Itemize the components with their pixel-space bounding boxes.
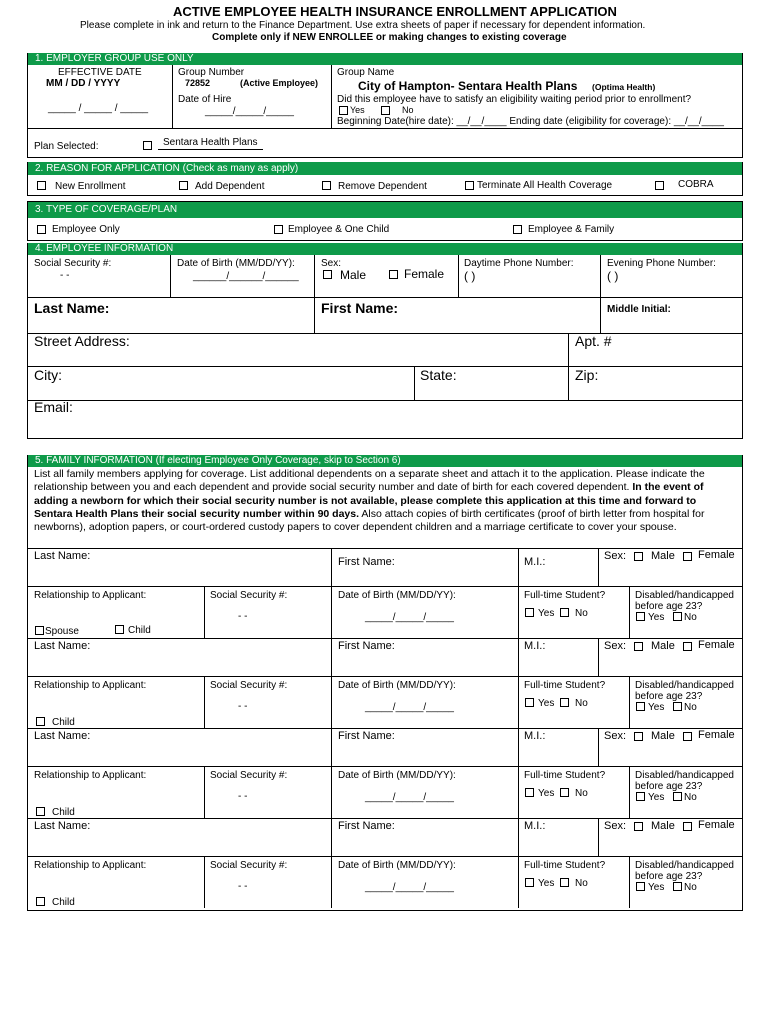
group-number-value: 72852	[185, 78, 211, 88]
dep-4-relationship-label: Relationship to Applicant:	[34, 860, 147, 871]
group-number-label: Group Number	[178, 67, 245, 78]
dep-4-child-checkbox[interactable]	[36, 897, 45, 906]
date-of-hire-field[interactable]: _____/_____/_____	[205, 106, 294, 117]
dep-3-dob-label: Date of Birth (MM/DD/YY):	[338, 770, 456, 781]
emp-dob-field[interactable]: ______/______/______	[193, 271, 299, 282]
section-4-frame	[27, 243, 743, 439]
dep-1-divider-4	[629, 586, 630, 638]
dep-4-mi-label[interactable]: M.I.:	[524, 820, 546, 832]
dep-1-disabled-yes-checkbox[interactable]	[636, 612, 645, 621]
dep-2-divider-4	[629, 676, 630, 728]
dep-4-divider-5	[204, 856, 205, 908]
dep-3-disabled-yes-checkbox[interactable]	[636, 792, 645, 801]
dep-4-topline	[27, 818, 743, 819]
dep-3-disabled-no-checkbox[interactable]	[673, 792, 682, 801]
dep-3-student-no-checkbox[interactable]	[560, 788, 569, 797]
dep-2-first-name-label[interactable]: First Name:	[338, 640, 395, 652]
dep-2-female-label: Female	[698, 639, 735, 651]
dep-2-disabled-yes-checkbox[interactable]	[636, 702, 645, 711]
dep-1-student-label: Full-time Student?	[524, 590, 606, 601]
section-3-header: 3. TYPE OF COVERAGE/PLAN	[28, 202, 742, 218]
dep-4-student-yes-checkbox[interactable]	[525, 878, 534, 887]
s4-hline-4	[27, 400, 743, 401]
emp-dob-label: Date of Birth (MM/DD/YY):	[177, 258, 295, 269]
plan-sentara-checkbox[interactable]	[143, 141, 152, 150]
dep-3-student-label: Full-time Student?	[524, 770, 606, 781]
dep-4-sex-label: Sex:	[604, 820, 627, 832]
section-1-header: 1. EMPLOYER GROUP USE ONLY	[28, 53, 742, 65]
dep-1-divider-3	[598, 548, 599, 586]
dep-1-male-checkbox[interactable]	[634, 552, 643, 561]
dep-2-divider-2	[518, 638, 519, 728]
dep-2-student-no-label: No	[575, 698, 588, 709]
dep-2-male-checkbox[interactable]	[634, 642, 643, 651]
dep-3-sex-label: Sex:	[604, 730, 627, 742]
dep-1-child-checkbox[interactable]	[115, 625, 124, 634]
terminate-coverage-checkbox[interactable]	[465, 181, 474, 190]
dep-3-dob-field[interactable]: _____/_____/_____	[365, 792, 454, 803]
waiting-period-question: Did this employee have to satisfy an eligibility waiting period prior to enrollment?	[337, 94, 692, 105]
dep-2-divider-1	[331, 638, 332, 728]
dep-2-disabled-label-2: before age 23?	[635, 691, 703, 702]
dep-1-ssn-label: Social Security #:	[210, 590, 288, 601]
remove-dependent-label: Remove Dependent	[338, 181, 427, 192]
dep-2-female-checkbox[interactable]	[683, 642, 692, 651]
emp-first-name-label[interactable]: First Name:	[321, 300, 399, 316]
dep-4-ssn-field[interactable]: - -	[238, 881, 248, 892]
plan-sentara-label: Sentara Health Plans	[163, 137, 258, 148]
day-phone-label: Daytime Phone Number:	[464, 258, 574, 269]
dep-1-child-label: Child	[128, 625, 151, 636]
dep-4-female-label: Female	[698, 819, 735, 831]
dep-1-relationship-label: Relationship to Applicant:	[34, 590, 147, 601]
dep-4-student-no-checkbox[interactable]	[560, 878, 569, 887]
dep-3-divider-5	[204, 766, 205, 818]
waiting-no-checkbox[interactable]	[381, 106, 390, 115]
employee-one-child-checkbox[interactable]	[274, 225, 283, 234]
s4-hline-2	[27, 333, 743, 334]
add-dependent-checkbox[interactable]	[179, 181, 188, 190]
dep-2-child-checkbox[interactable]	[36, 717, 45, 726]
instructions-text-2: Also attach copies of birth certificates (proof of birth letter from hospital for newborns), adoption papers, or court-ordered custody papers to cover dependent children and a marriage certificate to cover your spouse.	[34, 507, 705, 534]
s1-hline	[27, 128, 743, 129]
eve-phone-field[interactable]: ( )	[607, 269, 619, 283]
eve-phone-label: Evening Phone Number:	[607, 258, 716, 269]
effective-date-format: MM / DD / YYYY	[46, 78, 121, 89]
plan-selected-label: Plan Selected:	[34, 141, 99, 152]
group-name-sub: (Optima Health)	[592, 82, 656, 92]
emp-sex-label: Sex:	[321, 258, 342, 269]
s4-hline-1	[27, 297, 743, 298]
dep-3-divider-1	[331, 728, 332, 818]
dep-4-disabled-yes-checkbox[interactable]	[636, 882, 645, 891]
dep-1-midline	[27, 586, 743, 587]
cobra-label: COBRA	[678, 179, 714, 190]
dep-4-divider-3	[598, 818, 599, 856]
dep-3-ssn-label: Social Security #:	[210, 770, 288, 781]
dep-1-student-no-checkbox[interactable]	[560, 608, 569, 617]
eligibility-dates[interactable]: Beginning Date(hire date): __/__/____ Ending date (eligibility for coverage): __/__/____	[337, 116, 724, 127]
group-name-value: City of Hampton- Sentara Health Plans	[358, 79, 578, 93]
emp-female-checkbox[interactable]	[389, 270, 398, 279]
dep-2-student-no-checkbox[interactable]	[560, 698, 569, 707]
dep-3-female-label: Female	[698, 729, 735, 741]
employee-family-checkbox[interactable]	[513, 225, 522, 234]
dep-3-female-checkbox[interactable]	[683, 732, 692, 741]
s4-div-state	[414, 366, 415, 400]
dep-4-first-name-label[interactable]: First Name:	[338, 820, 395, 832]
dep-1-student-yes-label: Yes	[538, 608, 555, 619]
dep-1-first-name-label[interactable]: First Name:	[338, 556, 395, 568]
dep-1-disabled-no-label: No	[684, 612, 697, 623]
employee-one-child-label: Employee & One Child	[288, 224, 390, 235]
new-enrollment-checkbox[interactable]	[37, 181, 46, 190]
dep-4-divider-2	[518, 818, 519, 908]
s1-divider-2	[331, 65, 332, 128]
emp-last-name-label[interactable]: Last Name:	[34, 300, 110, 316]
dep-1-female-checkbox[interactable]	[683, 552, 692, 561]
dep-2-dob-field[interactable]: _____/_____/_____	[365, 702, 454, 713]
dep-2-student-yes-checkbox[interactable]	[525, 698, 534, 707]
dep-3-first-name-label[interactable]: First Name:	[338, 730, 395, 742]
effective-date-label: EFFECTIVE DATE	[58, 67, 142, 78]
dep-2-divider-3	[598, 638, 599, 676]
dep-1-spouse-checkbox[interactable]	[35, 626, 44, 635]
dep-1-disabled-no-checkbox[interactable]	[673, 612, 682, 621]
employee-only-label: Employee Only	[52, 224, 120, 235]
dep-4-disabled-no-label: No	[684, 882, 697, 893]
dep-1-sex-label: Sex:	[604, 550, 627, 562]
dep-2-disabled-yes-label: Yes	[648, 702, 665, 713]
dep-4-ssn-label: Social Security #:	[210, 860, 288, 871]
dep-4-divider-4	[629, 856, 630, 908]
dep-2-dob-label: Date of Birth (MM/DD/YY):	[338, 680, 456, 691]
dep-3-disabled-label-1: Disabled/handicapped	[635, 770, 734, 781]
remove-dependent-checkbox[interactable]	[322, 181, 331, 190]
dep-3-ssn-field[interactable]: - -	[238, 791, 248, 802]
dep-2-relationship-label: Relationship to Applicant:	[34, 680, 147, 691]
dep-1-student-yes-checkbox[interactable]	[525, 608, 534, 617]
dep-4-last-name-label[interactable]: Last Name:	[34, 820, 91, 832]
dep-1-mi-label[interactable]: M.I.:	[524, 556, 546, 568]
emp-ssn-field[interactable]: - -	[60, 270, 70, 281]
dep-2-divider-5	[204, 676, 205, 728]
dep-2-disabled-no-label: No	[684, 702, 697, 713]
emp-female-label: Female	[404, 267, 445, 281]
city-label[interactable]: City:	[34, 367, 62, 383]
dep-3-divider-4	[629, 766, 630, 818]
dep-2-midline	[27, 676, 743, 677]
dep-1-disabled-yes-label: Yes	[648, 612, 665, 623]
dep-3-mi-label[interactable]: M.I.:	[524, 730, 546, 742]
instructions-newborn-bold: In the event of adding a newborn for which their social security number is not available, please complete this application at this time and forward to Sentara Health Plans their social security number within 90 days.	[34, 481, 704, 520]
waiting-yes-label: Yes	[350, 105, 365, 115]
section-4-header: 4. EMPLOYEE INFORMATION	[28, 243, 742, 255]
add-dependent-label: Add Dependent	[195, 181, 265, 192]
dep-3-relationship-label: Relationship to Applicant:	[34, 770, 147, 781]
dep-3-male-label: Male	[651, 730, 675, 742]
dep-1-topline	[27, 548, 743, 549]
dep-3-student-yes-label: Yes	[538, 788, 555, 799]
dep-3-midline	[27, 766, 743, 767]
dep-3-last-name-label[interactable]: Last Name:	[34, 730, 91, 742]
s4-div-b	[314, 255, 315, 333]
dep-4-disabled-yes-label: Yes	[648, 882, 665, 893]
dep-4-divider-1	[331, 818, 332, 908]
emp-middle-initial-label[interactable]: Middle Initial:	[607, 304, 671, 315]
dep-3-divider-3	[598, 728, 599, 766]
dep-4-midline	[27, 856, 743, 857]
dep-4-student-no-label: No	[575, 878, 588, 889]
form-title: ACTIVE EMPLOYEE HEALTH INSURANCE ENROLLMENT APPLICATION	[173, 4, 617, 19]
form-note: Complete only if NEW ENROLLEE or making changes to existing coverage	[212, 32, 567, 43]
s4-div-a	[170, 255, 171, 297]
dep-4-female-checkbox[interactable]	[683, 822, 692, 831]
dep-3-student-no-label: No	[575, 788, 588, 799]
s4-div-c	[458, 255, 459, 297]
employee-only-checkbox[interactable]	[37, 225, 46, 234]
dep-1-last-name-label[interactable]: Last Name:	[34, 550, 91, 562]
dep-2-last-name-label[interactable]: Last Name:	[34, 640, 91, 652]
dep-2-child-label: Child	[52, 717, 75, 728]
dep-1-dob-label: Date of Birth (MM/DD/YY):	[338, 590, 456, 601]
dep-2-mi-label[interactable]: M.I.:	[524, 640, 546, 652]
s1-divider-1	[172, 65, 173, 128]
dep-1-divider-5	[204, 586, 205, 638]
dep-2-disabled-label-1: Disabled/handicapped	[635, 680, 734, 691]
dep-2-student-label: Full-time Student?	[524, 680, 606, 691]
dep-4-disabled-label-2: before age 23?	[635, 871, 703, 882]
terminate-coverage-label: Terminate All Health Coverage	[477, 180, 613, 191]
dep-2-topline	[27, 638, 743, 639]
dep-2-sex-label: Sex:	[604, 640, 627, 652]
dep-3-divider-2	[518, 728, 519, 818]
dep-3-male-checkbox[interactable]	[634, 732, 643, 741]
apt-label[interactable]: Apt. #	[575, 333, 612, 349]
plan-underline	[158, 149, 263, 150]
dep-1-disabled-label-1: Disabled/handicapped	[635, 590, 734, 601]
dep-4-male-label: Male	[651, 820, 675, 832]
cobra-checkbox[interactable]	[655, 181, 664, 190]
dep-4-male-checkbox[interactable]	[634, 822, 643, 831]
emp-male-checkbox[interactable]	[323, 270, 332, 279]
dep-1-spouse-label: Spouse	[45, 626, 79, 637]
instructions-text-1: List all family members applying for coverage. List additional dependents on a separate sheet and attach it to the application. Please indicate the relationship between you and each dependent and provide social security number and date of birth for each covered dependent.	[34, 468, 705, 494]
dep-1-disabled-label-2: before age 23?	[635, 601, 703, 612]
emp-ssn-label: Social Security #:	[34, 258, 112, 269]
dep-3-child-checkbox[interactable]	[36, 807, 45, 816]
dep-2-disabled-no-checkbox[interactable]	[673, 702, 682, 711]
dep-1-ssn-field[interactable]: - -	[238, 611, 248, 622]
dep-1-divider-2	[518, 548, 519, 638]
date-of-hire-label: Date of Hire	[178, 94, 232, 105]
dep-4-student-label: Full-time Student?	[524, 860, 606, 871]
dep-2-male-label: Male	[651, 640, 675, 652]
emp-male-label: Male	[340, 268, 367, 282]
dep-4-student-yes-label: Yes	[538, 878, 555, 889]
email-label[interactable]: Email:	[34, 399, 73, 415]
waiting-no-label: No	[402, 105, 414, 115]
street-address-label[interactable]: Street Address:	[34, 333, 130, 349]
dep-1-student-no-label: No	[575, 608, 588, 619]
employee-family-label: Employee & Family	[528, 224, 615, 235]
dep-1-male-label: Male	[651, 550, 675, 562]
dep-3-student-yes-checkbox[interactable]	[525, 788, 534, 797]
dep-3-child-label: Child	[52, 807, 75, 818]
zip-label[interactable]: Zip:	[575, 367, 599, 383]
dep-4-dob-label: Date of Birth (MM/DD/YY):	[338, 860, 456, 871]
dep-4-dob-field[interactable]: _____/_____/_____	[365, 882, 454, 893]
dep-4-disabled-label-1: Disabled/handicapped	[635, 860, 734, 871]
family-instructions	[34, 468, 736, 534]
dep-3-disabled-no-label: No	[684, 792, 697, 803]
s4-hline-3	[27, 366, 743, 367]
day-phone-field[interactable]: ( )	[464, 269, 476, 283]
effective-date-field[interactable]: _____ / _____ / _____	[48, 103, 149, 114]
dep-1-female-label: Female	[698, 549, 735, 561]
section-5-header: 5. FAMILY INFORMATION (If electing Employee Only Coverage, skip to Section 6)	[28, 455, 742, 467]
group-name-label: Group Name	[337, 67, 395, 78]
dep-2-ssn-label: Social Security #:	[210, 680, 288, 691]
form-instructions: Please complete in ink and return to the Finance Department. Use extra sheets of paper if necessary for dependent information.	[80, 20, 646, 31]
dep-2-student-yes-label: Yes	[538, 698, 555, 709]
dep-1-divider-1	[331, 548, 332, 638]
s4-div-d	[600, 255, 601, 333]
dep-4-disabled-no-checkbox[interactable]	[673, 882, 682, 891]
state-label[interactable]: State:	[420, 367, 457, 383]
dep-2-ssn-field[interactable]: - -	[238, 701, 248, 712]
waiting-yes-checkbox[interactable]	[339, 106, 348, 115]
dep-3-disabled-label-2: before age 23?	[635, 781, 703, 792]
new-enrollment-label: New Enrollment	[55, 181, 126, 192]
section-2-header: 2. REASON FOR APPLICATION (Check as many as apply)	[28, 162, 742, 175]
s4-div-apt	[568, 333, 569, 400]
dep-1-dob-field[interactable]: _____/_____/_____	[365, 612, 454, 623]
active-employee-label: (Active Employee)	[240, 78, 319, 88]
dep-4-child-label: Child	[52, 897, 75, 908]
dep-3-topline	[27, 728, 743, 729]
dep-3-disabled-yes-label: Yes	[648, 792, 665, 803]
